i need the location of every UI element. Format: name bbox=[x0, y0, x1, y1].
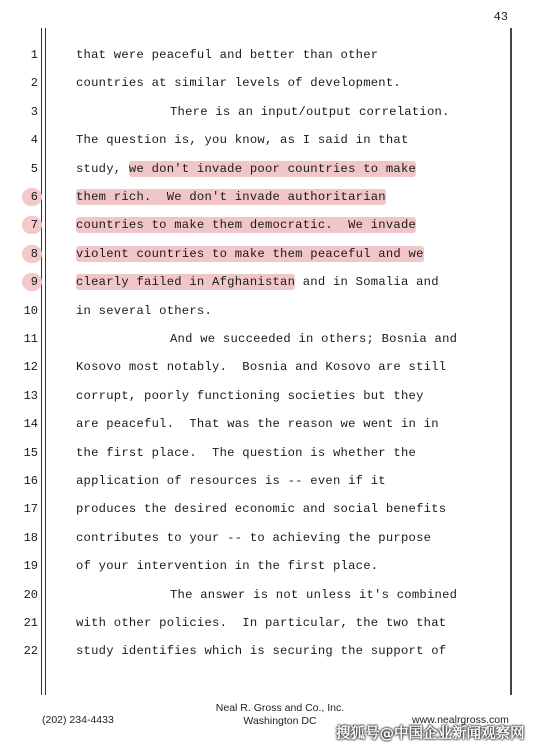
line-number: 22 bbox=[23, 644, 38, 659]
line-text-plain: study, bbox=[76, 161, 129, 176]
line-number: 10 bbox=[23, 303, 38, 318]
transcript-line bbox=[0, 555, 552, 583]
line-text bbox=[76, 498, 446, 520]
transcript-line bbox=[0, 385, 552, 413]
line-text-plain: application of resources is -- even if it bbox=[76, 474, 386, 488]
line-text-plain: There is an input/output correlation. bbox=[170, 104, 450, 119]
line-text-plain: of your intervention in the first place. bbox=[76, 559, 379, 574]
line-text bbox=[76, 413, 439, 435]
transcript-line bbox=[0, 498, 552, 526]
transcript-line bbox=[0, 527, 552, 555]
line-number: 1 bbox=[30, 48, 38, 62]
line-text bbox=[76, 243, 424, 265]
transcript-line bbox=[0, 186, 552, 214]
line-number: 19 bbox=[23, 559, 38, 574]
line-number: 17 bbox=[23, 502, 38, 517]
transcript-line bbox=[0, 470, 552, 498]
footer-city: Washington DC bbox=[243, 715, 317, 727]
line-text bbox=[76, 300, 212, 322]
transcript-line bbox=[0, 612, 552, 640]
transcript-line bbox=[0, 328, 552, 356]
line-number: 20 bbox=[23, 587, 38, 602]
line-text bbox=[76, 271, 439, 293]
line-number: 8 bbox=[0, 243, 38, 265]
line-text bbox=[76, 214, 416, 236]
transcript-line bbox=[0, 356, 552, 384]
line-text-plain: with other policies. In particular, the two that bbox=[76, 616, 447, 630]
page-number: 43 bbox=[493, 10, 508, 24]
line-number: 13 bbox=[23, 388, 38, 403]
line-text bbox=[76, 527, 431, 549]
line-number: 7 bbox=[0, 214, 38, 236]
line-number: 2 bbox=[30, 76, 38, 91]
line-text bbox=[170, 328, 457, 350]
line-text-plain: The answer is not unless it's combined bbox=[170, 587, 458, 602]
transcript-line bbox=[0, 44, 552, 72]
line-text-plain: the first place. The question is whether the bbox=[76, 445, 417, 460]
line-text-plain: that were peaceful and better than other bbox=[76, 48, 379, 62]
transcript-line bbox=[0, 101, 552, 129]
line-text bbox=[76, 129, 409, 151]
line-text-plain: are peaceful. That was the reason we went in in bbox=[76, 417, 439, 432]
highlighted-text: violent countries to make them peaceful and we bbox=[76, 246, 424, 261]
transcript-line bbox=[0, 129, 552, 157]
line-text-plain: produces the desired economic and social benefits bbox=[76, 502, 447, 517]
line-number: 9 bbox=[0, 271, 38, 293]
transcript-line bbox=[0, 640, 552, 668]
line-number: 15 bbox=[23, 445, 38, 460]
line-number: 12 bbox=[23, 360, 38, 375]
line-text bbox=[76, 640, 446, 662]
line-text-plain: and in Somalia and bbox=[295, 275, 439, 290]
line-number: 18 bbox=[23, 530, 38, 545]
line-text bbox=[76, 158, 416, 180]
line-number: 14 bbox=[23, 417, 38, 432]
line-number: 16 bbox=[23, 474, 38, 488]
highlighted-text: them rich. We don't invade authoritarian bbox=[76, 190, 386, 204]
footer-phone: (202) 234-4433 bbox=[42, 714, 114, 726]
transcript-line bbox=[0, 413, 552, 441]
line-text bbox=[76, 470, 386, 492]
footer-company: Neal R. Gross and Co., Inc. bbox=[215, 702, 345, 714]
transcript-line bbox=[0, 300, 552, 328]
line-text-plain: in several others. bbox=[76, 303, 213, 318]
transcript-line bbox=[0, 271, 552, 299]
line-number: 21 bbox=[23, 616, 38, 630]
highlighted-text: countries to make them democratic. We invade bbox=[76, 218, 417, 233]
transcript-line bbox=[0, 214, 552, 242]
line-text-plain: Kosovo most notably. Bosnia and Kosovo are still bbox=[76, 360, 447, 375]
line-text bbox=[76, 44, 378, 66]
footer-website: www.nealrgross.com bbox=[412, 714, 509, 726]
line-number: 4 bbox=[30, 133, 38, 148]
line-text-plain: The question is, you know, as I said in that bbox=[76, 133, 409, 148]
watermark-text: 搜狐号@中国企业新闻观察网 bbox=[336, 726, 525, 742]
transcript-line bbox=[0, 442, 552, 470]
line-text bbox=[76, 555, 378, 577]
highlighted-text: clearly failed in Afghanistan bbox=[76, 275, 296, 290]
line-number: 11 bbox=[23, 332, 38, 346]
line-number: 3 bbox=[30, 104, 38, 119]
line-text bbox=[170, 584, 457, 606]
transcript-line bbox=[0, 584, 552, 612]
line-text-plain: corrupt, poorly functioning societies but they bbox=[76, 388, 424, 403]
highlighted-text: we don't invade poor countries to make bbox=[128, 161, 417, 176]
line-text bbox=[76, 385, 424, 407]
line-text-plain: contributes to your -- to achieving the purpose bbox=[76, 530, 432, 545]
line-text bbox=[170, 101, 450, 123]
line-text bbox=[76, 612, 446, 634]
line-number: 5 bbox=[30, 161, 38, 176]
line-text bbox=[76, 356, 446, 378]
line-number: 6 bbox=[0, 186, 38, 208]
line-text-plain: countries at similar levels of development. bbox=[76, 76, 401, 91]
line-text bbox=[76, 442, 416, 464]
transcript-line bbox=[0, 243, 552, 271]
transcript-line bbox=[0, 72, 552, 100]
line-text-plain: study identifies which is securing the support of bbox=[76, 644, 447, 659]
transcript-line bbox=[0, 158, 552, 186]
line-text bbox=[76, 72, 401, 94]
line-text-plain: And we succeeded in others; Bosnia and bbox=[170, 332, 458, 346]
line-text bbox=[76, 186, 386, 208]
